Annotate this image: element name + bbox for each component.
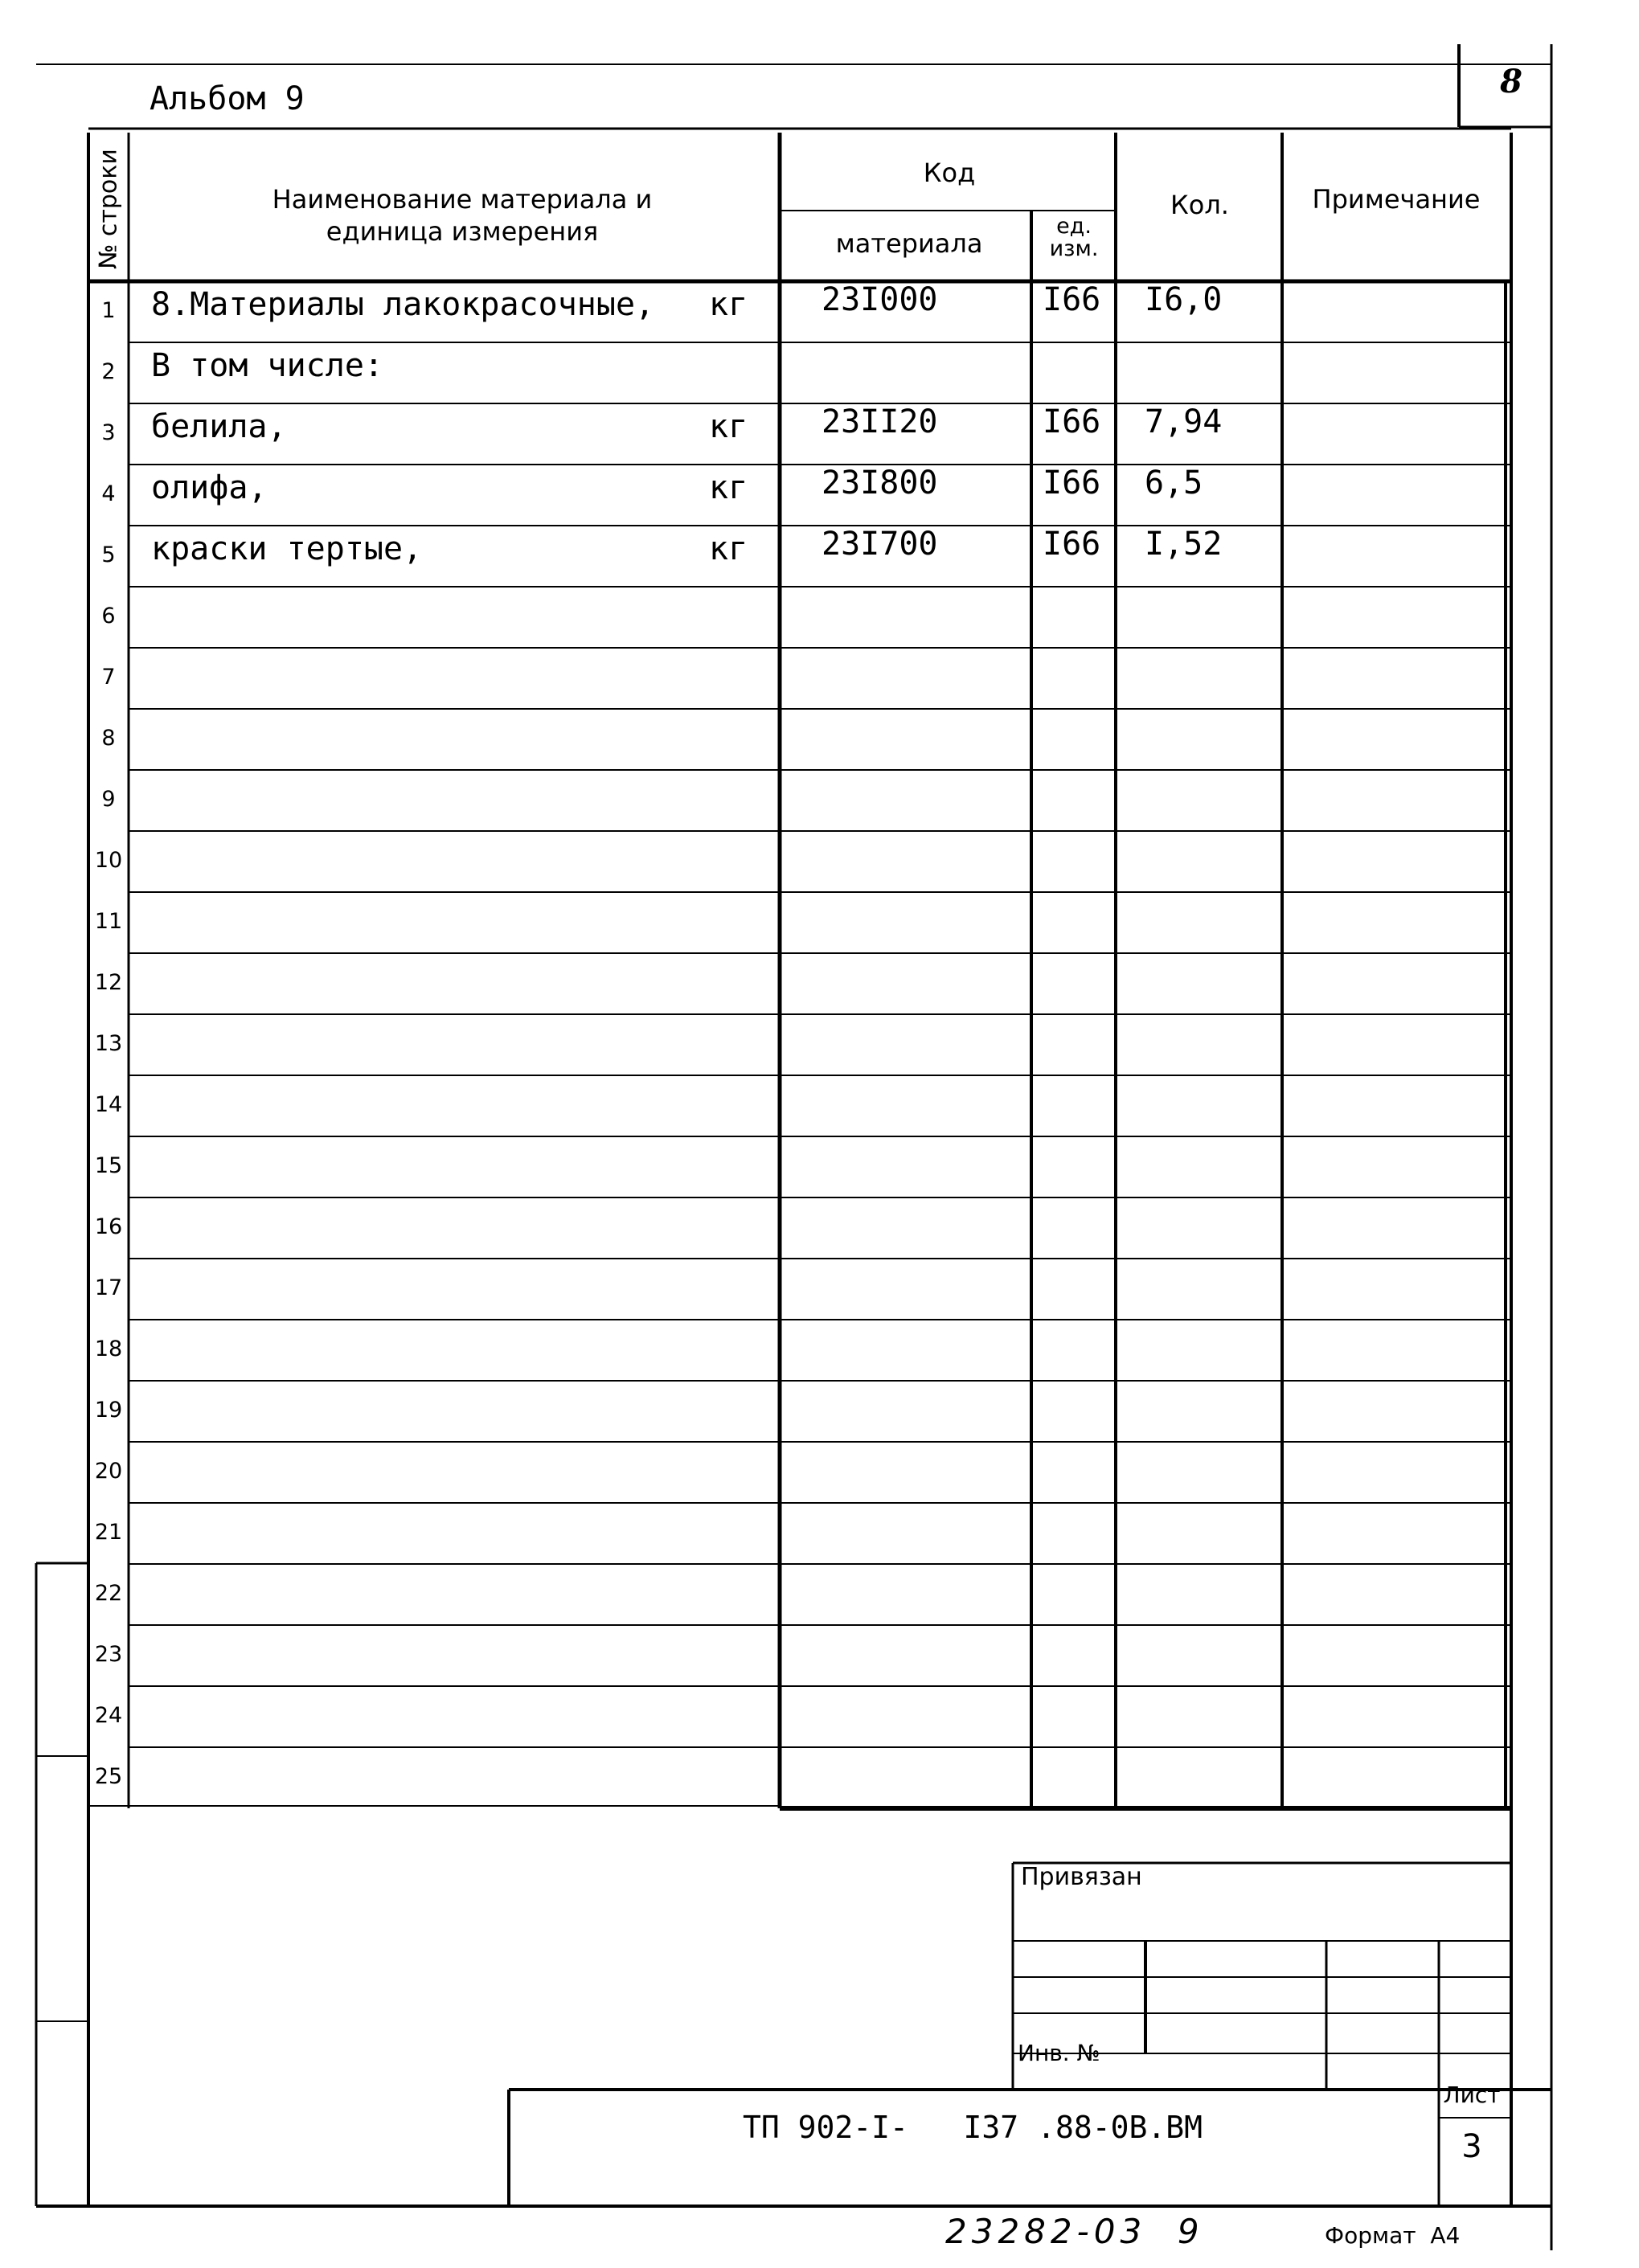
material-code: 23I800 <box>822 465 938 501</box>
row-number: 24 <box>94 1703 123 1728</box>
handwritten-number: 23282-03 9 <box>945 2212 1204 2251</box>
row-number: 11 <box>94 909 123 934</box>
quantity: I6,0 <box>1145 281 1223 318</box>
unit-code: I66 <box>1043 281 1101 318</box>
row-number: 5 <box>101 542 116 567</box>
material-code: 23II20 <box>822 403 938 440</box>
material-code: 23I000 <box>822 281 938 318</box>
sheet-label: Лист <box>1443 2082 1501 2108</box>
row-number: 23 <box>94 1642 123 1667</box>
material-name: краски тертые, <box>151 530 423 567</box>
row-number: 3 <box>101 420 116 445</box>
row-number: 13 <box>94 1031 123 1056</box>
material-code-header: материала <box>835 228 983 259</box>
quantity: 7,94 <box>1145 403 1223 440</box>
unit-label: кг <box>709 530 748 567</box>
row-number: 20 <box>94 1459 123 1484</box>
document-code: ТП 902-I- I37 .88-0В.ВМ <box>743 2110 1203 2145</box>
row-number: 25 <box>94 1764 123 1789</box>
row-number: 12 <box>94 970 123 995</box>
unit-label: кг <box>709 408 748 445</box>
material-name: белила, <box>151 408 287 445</box>
row-number: 14 <box>94 1092 123 1117</box>
quantity: I,52 <box>1145 526 1223 563</box>
name-column-header: Наименование материала и единица измерения <box>272 184 653 247</box>
code-group-header: Код <box>923 158 976 188</box>
row-number: 8 <box>101 726 116 751</box>
row-number: 1 <box>101 298 116 323</box>
row-number: 16 <box>94 1214 123 1239</box>
inventory-label: Инв. № <box>1018 2040 1100 2066</box>
row-number: 18 <box>94 1337 123 1361</box>
row-number: 2 <box>101 359 116 384</box>
format-label: Формат А4 <box>1325 2222 1461 2249</box>
row-number-header: № строки <box>94 149 123 269</box>
bound-label: Привязан <box>1021 1863 1142 1891</box>
unit-code-header: ед. изм. <box>1049 214 1099 261</box>
row-number: 4 <box>101 481 116 506</box>
page-number: 8 <box>1500 63 1522 100</box>
row-number: 19 <box>94 1398 123 1423</box>
material-name: олифа, <box>151 469 268 506</box>
material-name: В том числе: <box>151 347 383 384</box>
row-number: 22 <box>94 1581 123 1606</box>
row-number: 21 <box>94 1520 123 1545</box>
row-number: 10 <box>94 848 123 873</box>
note-header: Примечание <box>1312 184 1481 215</box>
row-number: 6 <box>101 604 116 628</box>
quantity-header: Кол. <box>1170 190 1229 220</box>
quantity: 6,5 <box>1145 465 1203 501</box>
material-code: 23I700 <box>822 526 938 563</box>
unit-label: кг <box>709 469 748 506</box>
unit-label: кг <box>709 286 748 323</box>
material-name: 8.Материалы лакокрасочные, <box>151 286 655 323</box>
row-number: 7 <box>101 665 116 690</box>
sheet-number: 3 <box>1461 2128 1482 2165</box>
unit-code: I66 <box>1043 526 1101 563</box>
row-number: 9 <box>101 787 116 812</box>
row-number: 17 <box>94 1275 123 1300</box>
album-title: Альбом 9 <box>150 80 305 117</box>
row-number: 15 <box>94 1153 123 1178</box>
unit-code: I66 <box>1043 403 1101 440</box>
unit-code: I66 <box>1043 465 1101 501</box>
